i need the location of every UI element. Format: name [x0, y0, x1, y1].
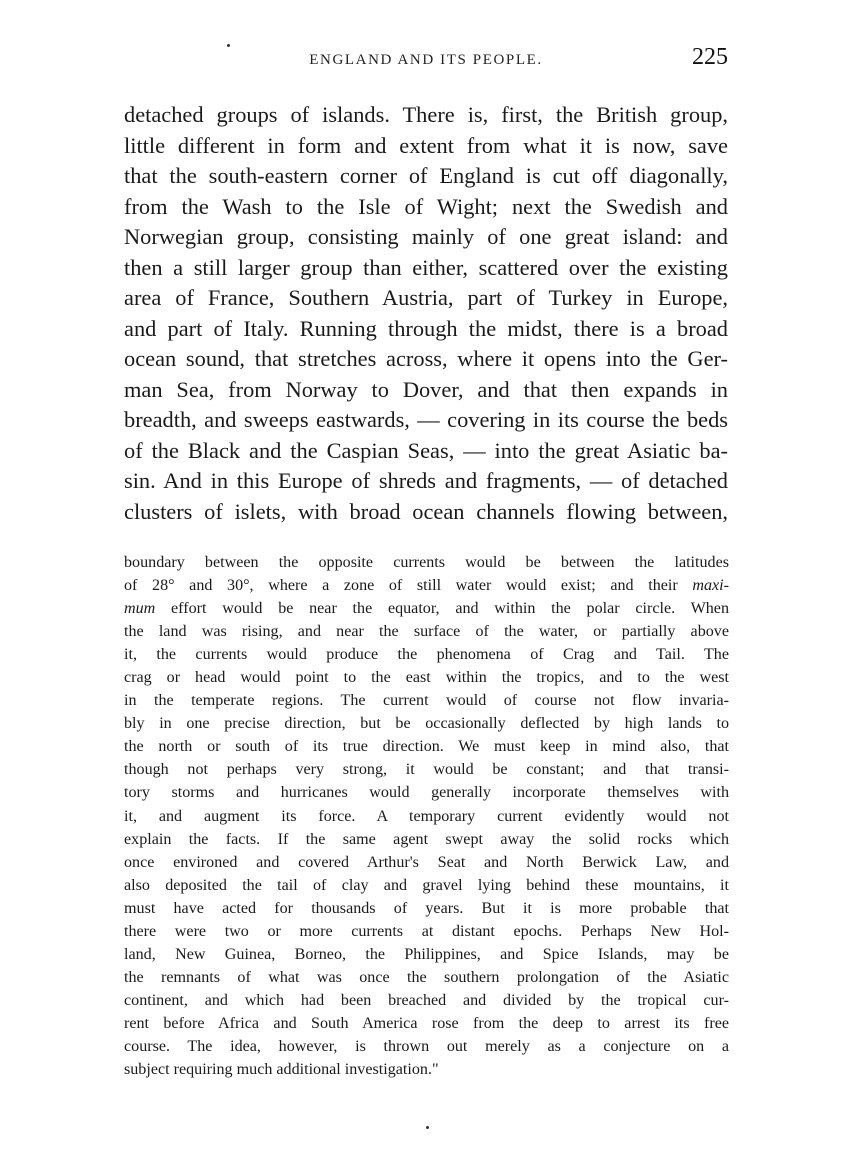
footnote-text-run: must have acted for thousands of years. But it is more probable that: [124, 899, 729, 917]
footnote-text-run: effort would be near the equator, and within the polar circle. When: [155, 600, 729, 618]
footnote-text-run: it, the currents would produce the phenomena of Crag and Tail. The: [124, 646, 729, 664]
footnote-line: [124, 920, 729, 943]
footnote-line: [124, 943, 729, 966]
footnote-text-run: course. The idea, however, is thrown out merely as a conjecture on a: [124, 1037, 729, 1055]
footnote-line: [124, 851, 729, 874]
footnote-text-run: though not perhaps very strong, it would be constant; and that transi-: [124, 761, 729, 779]
text-line: sin. And in this Europe of shreds and fragments, — of detached: [124, 468, 728, 493]
footnote-text-run: bly in one precise direction, but be occasionally deflected by high lands to: [124, 715, 729, 733]
running-head: [124, 46, 728, 76]
footnote-text-run: of 28° and 30°, where a zone of still water would exist; and their: [124, 577, 693, 595]
footnote-text-run: it, and augment its force. A temporary current evidently would not: [124, 807, 729, 825]
footnote-text-run: once environed and covered Arthur's Seat and North Berwick Law, and: [124, 853, 729, 871]
main-text: [124, 100, 728, 527]
footnote-line: [124, 1035, 729, 1058]
footnote-line: [124, 689, 729, 712]
print-speck: [227, 44, 230, 47]
italic-word: maxi-: [692, 577, 729, 595]
footnote-line: [124, 805, 729, 828]
footnote-text-run: in the temperate regions. The current would of course not flow invaria-: [124, 692, 729, 710]
footnote-text-run: tory storms and hurricanes would generally incorporate themselves with: [124, 784, 729, 802]
text-line: then a still larger group than either, scattered over the existing: [124, 254, 728, 280]
footnote-text-run: crag or head would point to the east within the tropics, and to the west: [124, 669, 729, 687]
text-line: breadth, and sweeps eastwards, — covering in its course the beds: [124, 407, 728, 432]
text-line: that the south-eastern corner of England is cut off diagonally,: [124, 163, 728, 188]
footnote-line: [124, 597, 729, 620]
text-line: of the Black and the Caspian Seas, — into the great Asiatic ba-: [124, 437, 728, 463]
text-line: and part of Italy. Running through the midst, there is a broad: [124, 315, 728, 341]
footnote-line: [124, 620, 729, 643]
footnote-line: [124, 551, 729, 574]
footnote-text-run: land, New Guinea, Borneo, the Philippines, and Spice Islands, may be: [124, 945, 729, 963]
footnote-line: [124, 758, 729, 781]
text-line: clusters of islets, with broad ocean channels flowing between,: [124, 498, 728, 524]
footnote-line: [124, 666, 729, 689]
footnote-line: [124, 989, 729, 1012]
text-line: from the Wash to the Isle of Wight; next the Swedish and: [124, 193, 728, 219]
footnote-line: [124, 643, 729, 666]
print-speck: [426, 1126, 429, 1129]
text-line: man Sea, from Norway to Dover, and that then expands in: [124, 376, 728, 402]
footnote-text-run: there were two or more currents at distant epochs. Perhaps New Hol-: [124, 922, 729, 940]
footnote-text-run: the land was rising, and near the surface of the water, or partially above: [124, 623, 729, 641]
footnote-text-run: also deposited the tail of clay and gravel lying behind these mountains, it: [124, 876, 729, 894]
footnote-line: [124, 1012, 729, 1035]
footnote-line: [124, 574, 729, 597]
footnote-text-run: continent, and which had been breached and divided by the tropical cur-: [124, 991, 729, 1009]
footnote-line: [124, 828, 729, 851]
footnote-line: [124, 735, 729, 758]
text-line: little different in form and extent from what it is now, save: [124, 132, 728, 158]
footnote-line: [124, 897, 729, 920]
footnote-line: [124, 1058, 729, 1081]
text-line: ocean sound, that stretches across, where it opens into the Ger-: [124, 346, 728, 371]
footnote-text-run: boundary between the opposite currents would be between the latitudes: [124, 554, 729, 571]
footnote: [124, 551, 729, 1081]
footnote-text-run: rent before Africa and South America rose from the deep to arrest its free: [124, 1014, 729, 1032]
footnote-line: [124, 966, 729, 989]
text-line: area of France, Southern Austria, part of Turkey in Europe,: [124, 285, 728, 310]
running-title: ENGLAND AND ITS PEOPLE.: [309, 52, 543, 68]
footnote-text-run: the remnants of what was once the southern prolongation of the Asiatic: [124, 968, 729, 986]
footnote-text-run: explain the facts. If the same agent swept away the solid rocks which: [124, 830, 729, 848]
footnote-line: [124, 874, 729, 897]
page-number: 225: [692, 44, 728, 70]
footnote-text-run: the north or south of its true direction. We must keep in mind also, that: [124, 738, 729, 756]
italic-word: mum: [124, 600, 156, 618]
footnote-text-run: subject requiring much additional investigation.": [124, 1061, 439, 1079]
footnote-line: [124, 781, 729, 804]
text-line: detached groups of islands. There is, first, the British group,: [124, 102, 728, 127]
footnote-line: [124, 712, 729, 735]
text-line: Norwegian group, consisting mainly of one great island: and: [124, 224, 728, 249]
